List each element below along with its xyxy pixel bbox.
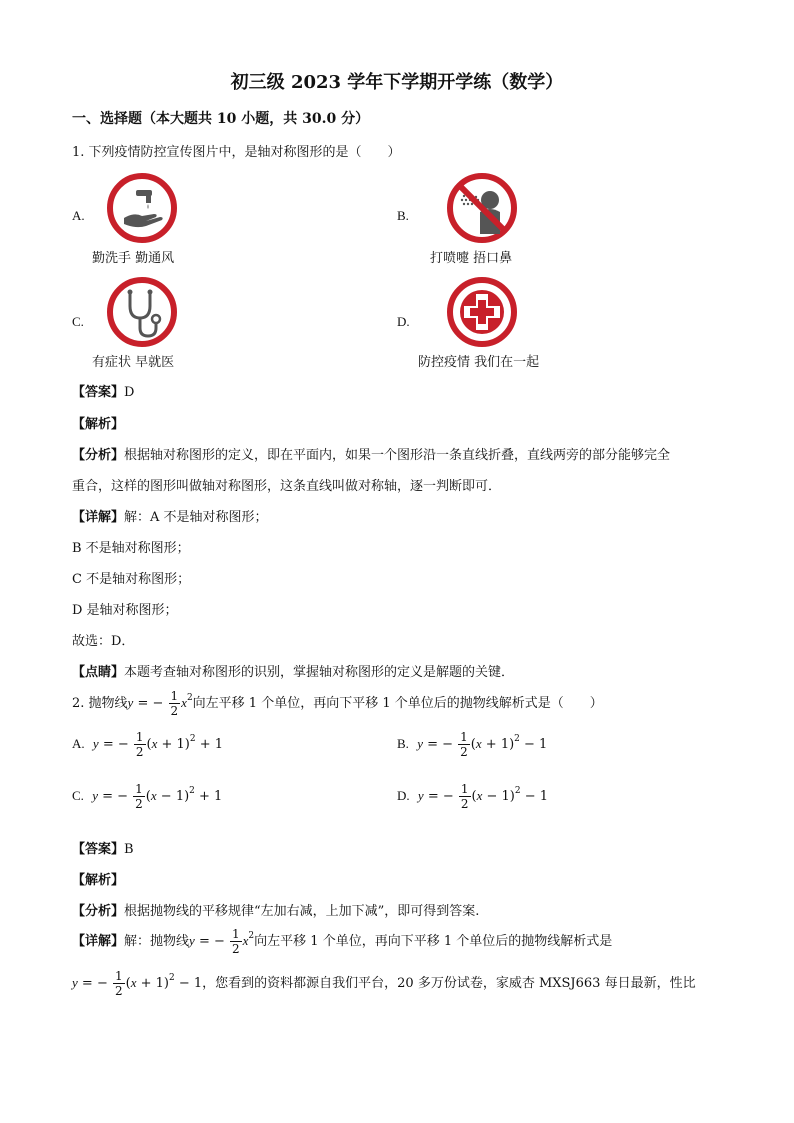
q1-detail-line2: B 不是轴对称图形； [72,541,190,556]
answer-value: D [124,385,135,400]
no-sneeze-icon [446,172,518,244]
q1-option-a-label: A. [72,208,85,223]
q1-detail-line3: C 不是轴对称图形； [72,572,191,587]
point-text: 本题考查轴对称图形的识别，掌握轴对称图形的定义是解题的关键． [124,665,515,680]
answer-tag: 【答案】 [72,385,125,400]
q2-detail-pre: 解：抛物线 [124,934,190,949]
answer-tag: 【答案】 [72,842,125,857]
q2-detail: 【详解】解：抛物线y = − $\frac{1}{2}$ $x^2$向左平移 1 个单位，再向下平移 1 个单位后的抛物线解析式是 [72,927,613,956]
q2-option-a-label: A. [72,736,85,751]
page-title: 初三级 2023 学年下学期开学练（数学） [230,72,564,93]
q2-detail-post: 向左平移 1 个单位，再向下平移 1 个单位后的抛物线解析式是 [254,934,613,949]
q1-answer [72,381,134,400]
section-heading: 一、选择题（本大题共 10 小题，共 30.0 分） [72,111,370,127]
q2-stem: 2. 抛物线y = − $\frac{1}{2}$ $x^2$向左平移 1 个单位，再向下平移 1 个单位后的抛物线解析式是（ ） [72,689,603,718]
analysis-tag: 【分析】 [72,448,125,463]
q2-analysis [72,900,479,919]
q1-option-d-caption: 防控疫情 我们在一起 [418,355,540,370]
q2-option-c-label: C. [72,788,84,803]
q2-option-d: D. y = − $\frac{1}{2}$ $(x - 1)^2 - 1$ [397,782,549,811]
q1-option-b-label: B. [397,208,409,223]
q1-detail-line1 [72,506,268,525]
analysis-tag: 【分析】 [72,904,125,919]
q2-jiexi: 【解析】 [72,873,125,888]
q1-analysis-line1 [72,444,670,463]
q2-option-b: B. y = − $\frac{1}{2}$ $(x + 1)^2 - 1$ [397,730,548,759]
q2-option-a: A. y = − $\frac{1}{2}$ $(x + 1)^2 + 1$ [72,730,224,759]
q2-stem-pre: 2. 抛物线 [72,696,128,711]
point-tag: 【点睛】 [72,665,125,680]
q2-option-c: C. y = − $\frac{1}{2}$ $(x - 1)^2 + 1$ [72,782,223,811]
analysis-text: 根据轴对称图形的定义，即在平面内，如果一个图形沿一条直线折叠，直线两旁的部分能够完全 [124,448,671,463]
answer-value: B [124,842,134,857]
q1-jiexi: 【解析】 [72,417,125,432]
detail-text: 解：A 不是轴对称图形； [124,510,268,525]
q1-analysis-line2: 重合，这样的图形叫做轴对称图形，这条直线叫做对称轴，逐一判断即可． [72,479,502,494]
q1-option-b-caption: 打喷嚏 捂口鼻 [430,251,513,266]
q2-stem-post: 向左平移 1 个单位，再向下平移 1 个单位后的抛物线解析式是（ ） [192,696,603,711]
q1-detail-line4: D 是轴对称图形； [72,603,178,618]
q1-stem: 1. 下列疫情防控宣传图片中，是轴对称图形的是（ ） [72,145,401,160]
detail-tag: 【详解】 [72,510,125,525]
q1-option-c-caption: 有症状 早就医 [92,355,175,370]
q2-result-line: y = − $\frac{1}{2}$ $(x + 1)^2 - 1$，您看到的资料都源自我们平台，20 多万份试卷，家威杏 MXSJ663 每日最新，性比 [72,969,696,998]
hand-wash-icon [106,172,178,244]
q2-option-b-label: B. [397,736,409,751]
q1-option-d-label: D. [397,314,410,329]
stethoscope-icon [106,276,178,348]
q1-option-a-caption: 勤洗手 勤通风 [92,251,175,266]
analysis-text: 根据抛物线的平移规律“左加右减，上加下减”，即可得到答案. [124,904,480,919]
detail-tag: 【详解】 [72,934,125,949]
q2-option-d-label: D. [397,788,410,803]
q1-option-c-label: C. [72,314,84,329]
red-cross-icon [446,276,518,348]
q1-detail-line5: 故选：D． [72,634,135,649]
q2-last-line-text: ，您看到的资料都源自我们平台，20 多万份试卷，家威杏 MXSJ663 每日最新，性比 [202,976,696,991]
q1-point [72,661,514,680]
q2-answer [72,838,134,857]
